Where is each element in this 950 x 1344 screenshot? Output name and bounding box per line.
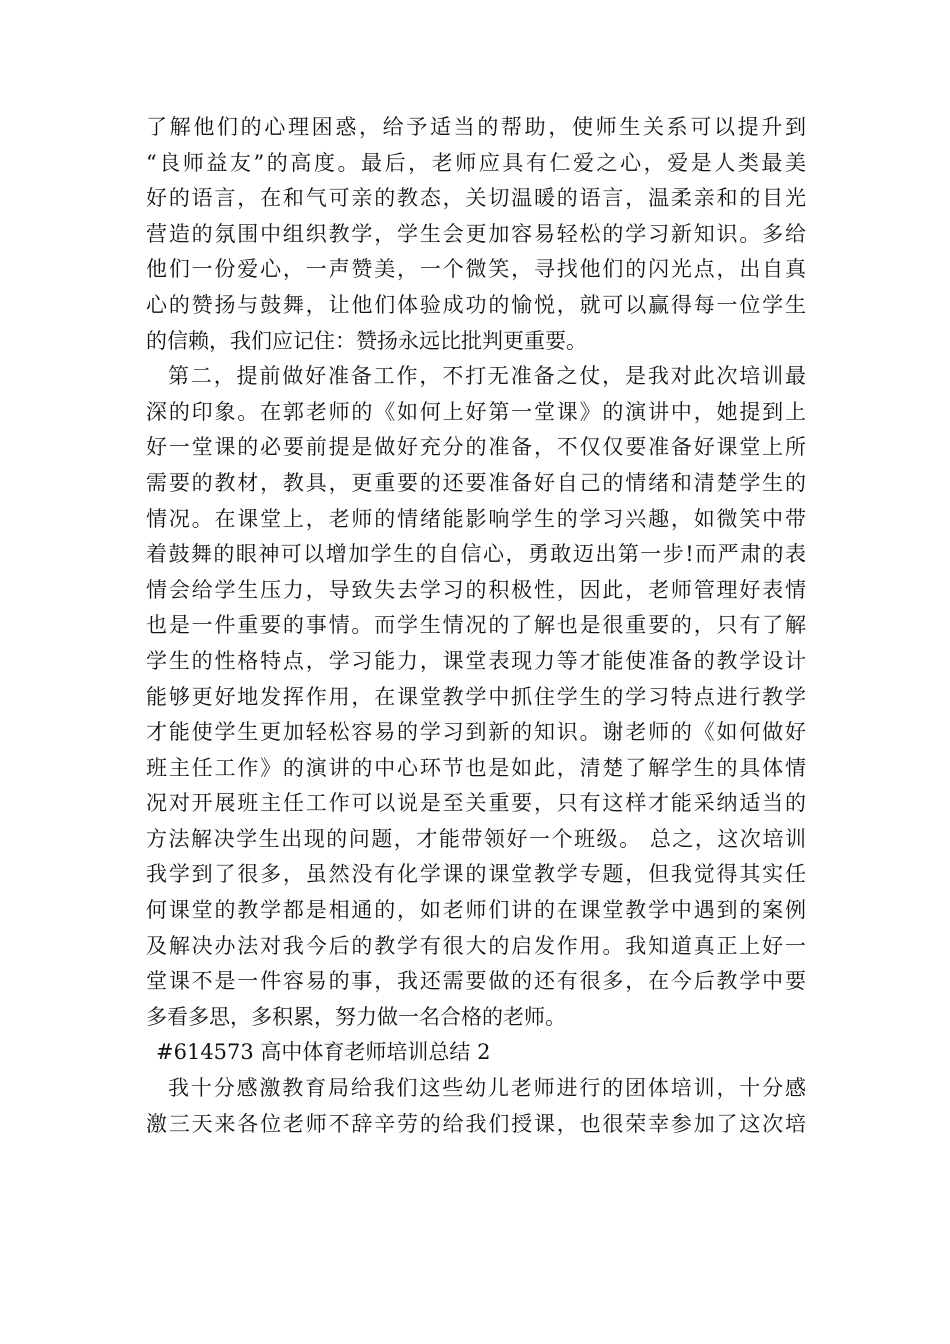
paragraph-line: 何课堂的教学都是相通的，如老师们讲的在课堂教学中遇到的案例 — [146, 898, 806, 923]
paragraph-line: 好一堂课的必要前提是做好充分的准备，不仅仅要准备好课堂上所 — [146, 435, 806, 460]
paragraph-line: 需要的教材，教具，更重要的还要准备好自己的情绪和清楚学生的 — [146, 470, 806, 495]
paragraph-line: 的信赖，我们应记住：赞扬永远比批判更重要。 — [146, 328, 587, 353]
paragraph-1 — [146, 110, 806, 359]
paragraph-line: 方法解决学生出现的问题，才能带领好一个班级。 总之，这次培训 — [146, 826, 806, 851]
paragraph-line: 才能使学生更加轻松容易的学习到新的知识。谢老师的《如何做好 — [146, 720, 806, 745]
paragraph-line: 情况。在课堂上，老师的情绪能影响学生的学习兴趣，如微笑中带 — [146, 506, 806, 531]
paragraph-line: 我十分感激教育局给我们这些幼儿老师进行的团体培训，十分感 — [168, 1076, 806, 1101]
paragraph-line: 了解他们的心理困惑，给予适当的帮助，使师生关系可以提升到 — [146, 115, 806, 139]
paragraph-line: 好的语言，在和气可亲的教态，关切温暖的语言，温柔亲和的目光 — [146, 186, 806, 211]
paragraph-line: 心的赞扬与鼓舞，让他们体验成功的愉悦，就可以赢得每一位学生 — [146, 292, 806, 317]
paragraph-line: 及解决办法对我今后的教学有很大的启发作用。我知道真正上好一 — [146, 933, 806, 958]
paragraph-line: 激三天来各位老师不辞辛劳的给我们授课，也很荣幸参加了这次培 — [146, 1111, 806, 1136]
paragraph-line: 能够更好地发挥作用，在课堂教学中抓住学生的学习特点进行教学 — [146, 684, 806, 709]
paragraph-line: 班主任工作》的演讲的中心环节也是如此，清楚了解学生的具体情 — [146, 755, 806, 780]
paragraph-line: 他们一份爱心，一声赞美，一个微笑，寻找他们的闪光点，出自真 — [146, 257, 806, 282]
paragraph-line: 深的印象。在郭老师的《如何上好第一堂课》的演讲中，她提到上 — [146, 399, 806, 424]
paragraph-line: 情会给学生压力，导致失去学习的积极性，因此，老师管理好表情 — [146, 577, 806, 602]
paragraph-line: 着鼓舞的眼神可以增加学生的自信心，勇敢迈出第一步!而严肃的表 — [146, 542, 806, 567]
section-heading: #614573 高中体育老师培训总结 2 — [156, 1040, 491, 1065]
paragraph-3 — [146, 1071, 806, 1142]
paragraph-line: “良师益友”的高度。最后，老师应具有仁爱之心，爱是人类最美 — [146, 150, 806, 175]
paragraph-2 — [146, 359, 806, 1035]
paragraph-line: 多看多思，多积累，努力做一名合格的老师。 — [146, 1004, 566, 1029]
paragraph-line: 第二，提前做好准备工作，不打无准备之仗，是我对此次培训最 — [168, 364, 806, 389]
document-body — [146, 110, 806, 1142]
paragraph-line: 我学到了很多，虽然没有化学课的课堂教学专题，但我觉得其实任 — [146, 862, 806, 887]
paragraph-line: 堂课不是一件容易的事，我还需要做的还有很多，在今后教学中要 — [146, 969, 806, 994]
paragraph-line: 也是一件重要的事情。而学生情况的了解也是很重要的，只有了解 — [146, 613, 806, 638]
paragraph-line: 学生的性格特点，学习能力，课堂表现力等才能使准备的教学设计 — [146, 648, 806, 673]
paragraph-line: 况对开展班主任工作可以说是至关重要，只有这样才能采纳适当的 — [146, 791, 806, 816]
paragraph-line: 营造的氛围中组织教学，学生会更加容易轻松的学习新知识。多给 — [146, 221, 806, 246]
